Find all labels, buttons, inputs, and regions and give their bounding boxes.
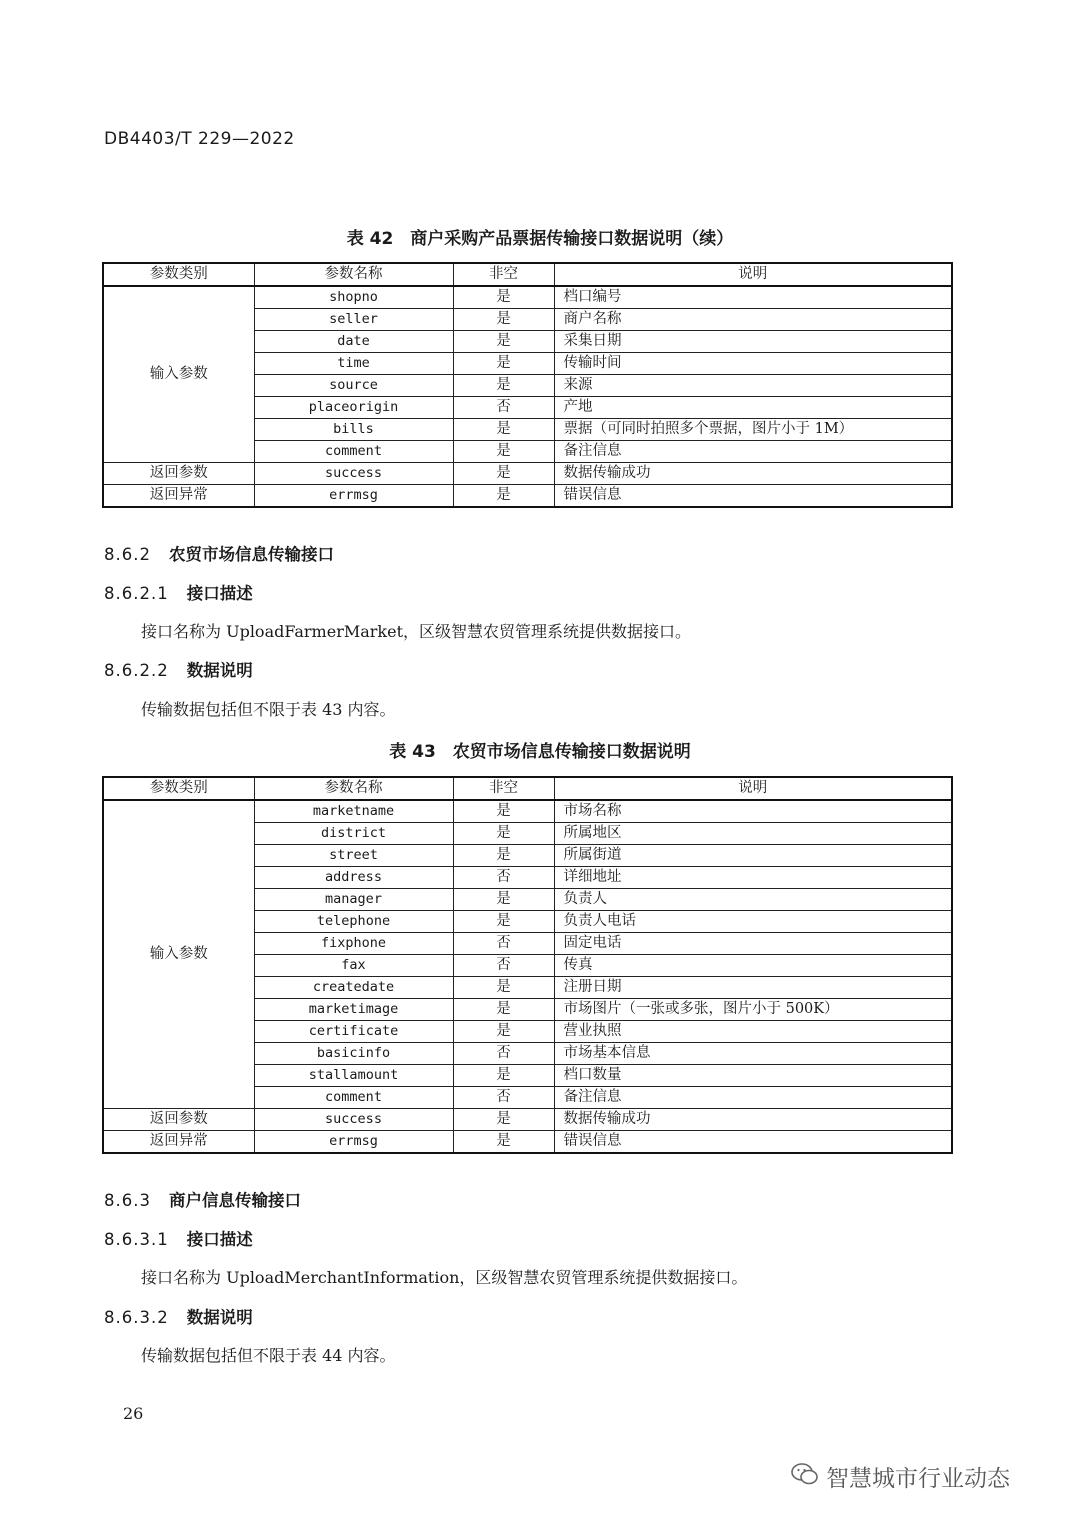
param-name-cell: comment (254, 441, 453, 463)
table-header-row (103, 777, 952, 800)
required-cell: 否 (453, 867, 554, 889)
page-number: 26 (123, 1404, 144, 1423)
column-header-description: 说明 (554, 777, 952, 800)
description-cell: 备注信息 (554, 441, 952, 463)
description-cell: 产地 (554, 397, 952, 419)
description-cell: 传输时间 (554, 353, 952, 375)
description-cell: 市场基本信息 (554, 1043, 952, 1065)
watermark-text: 智慧城市行业动态 (826, 1466, 1010, 1492)
param-name-cell: success (254, 1109, 453, 1131)
param-name-cell: address (254, 867, 453, 889)
section-heading-8-6-2: 8.6.2 农贸市场信息传输接口 (104, 545, 334, 564)
category-cell: 返回参数 (103, 1109, 254, 1131)
description-cell: 市场名称 (554, 800, 952, 823)
required-cell: 是 (453, 353, 554, 375)
required-cell: 否 (453, 1043, 554, 1065)
required-cell: 是 (453, 1065, 554, 1087)
required-cell: 是 (453, 911, 554, 933)
description-cell: 采集日期 (554, 331, 952, 353)
description-cell: 数据传输成功 (554, 1109, 952, 1131)
table-row (103, 1131, 952, 1154)
table-43-caption: 表 43 农贸市场信息传输接口数据说明 (389, 742, 691, 762)
param-name-cell: basicinfo (254, 1043, 453, 1065)
required-cell: 是 (453, 1021, 554, 1043)
table-row (103, 1109, 952, 1131)
required-cell: 是 (453, 331, 554, 353)
param-name-cell: street (254, 845, 453, 867)
param-name-cell: marketimage (254, 999, 453, 1021)
table-row (103, 463, 952, 485)
description-cell: 固定电话 (554, 933, 952, 955)
column-header-category: 参数类别 (103, 263, 254, 286)
category-cell: 返回参数 (103, 463, 254, 485)
description-cell: 备注信息 (554, 1087, 952, 1109)
required-cell: 是 (453, 1109, 554, 1131)
category-cell: 返回异常 (103, 485, 254, 508)
description-cell: 数据传输成功 (554, 463, 952, 485)
table-row (103, 800, 952, 823)
required-cell: 是 (453, 419, 554, 441)
required-cell: 否 (453, 933, 554, 955)
table-42 (102, 262, 953, 508)
description-cell: 营业执照 (554, 1021, 952, 1043)
required-cell: 是 (453, 800, 554, 823)
param-name-cell: manager (254, 889, 453, 911)
param-name-cell: date (254, 331, 453, 353)
column-header-description: 说明 (554, 263, 952, 286)
param-name-cell: shopno (254, 286, 453, 309)
paragraph-data-scope: 传输数据包括但不限于表 44 内容。 (141, 1346, 396, 1365)
param-name-cell: createdate (254, 977, 453, 999)
description-cell: 商户名称 (554, 309, 952, 331)
param-name-cell: telephone (254, 911, 453, 933)
description-cell: 负责人 (554, 889, 952, 911)
section-heading-8-6-2-1: 8.6.2.1 接口描述 (104, 584, 253, 603)
description-cell: 错误信息 (554, 1131, 952, 1154)
param-name-cell: source (254, 375, 453, 397)
table-row (103, 286, 952, 309)
param-name-cell: errmsg (254, 485, 453, 508)
table-row (103, 485, 952, 508)
param-name-cell: errmsg (254, 1131, 453, 1154)
table-43 (102, 776, 953, 1154)
required-cell: 是 (453, 889, 554, 911)
required-cell: 是 (453, 375, 554, 397)
required-cell: 是 (453, 441, 554, 463)
description-cell: 档口数量 (554, 1065, 952, 1087)
param-name-cell: certificate (254, 1021, 453, 1043)
table-42-caption: 表 42 商户采购产品票据传输接口数据说明（续） (346, 229, 734, 249)
required-cell: 是 (453, 823, 554, 845)
description-cell: 来源 (554, 375, 952, 397)
column-header-category: 参数类别 (103, 777, 254, 800)
required-cell: 否 (453, 955, 554, 977)
param-name-cell: fixphone (254, 933, 453, 955)
param-name-cell: success (254, 463, 453, 485)
description-cell: 票据（可同时拍照多个票据，图片小于 1M） (554, 419, 952, 441)
description-cell: 档口编号 (554, 286, 952, 309)
paragraph-interface-name: 接口名称为 UploadMerchantInformation，区级智慧农贸管理系统提供数据接口。 (141, 1268, 748, 1287)
required-cell: 否 (453, 1087, 554, 1109)
wechat-icon (790, 1461, 820, 1493)
section-heading-8-6-3-1: 8.6.3.1 接口描述 (104, 1230, 253, 1249)
column-header-name: 参数名称 (254, 263, 453, 286)
column-header-required: 非空 (453, 263, 554, 286)
required-cell: 否 (453, 397, 554, 419)
param-name-cell: placeorigin (254, 397, 453, 419)
param-name-cell: district (254, 823, 453, 845)
section-heading-8-6-3-2: 8.6.3.2 数据说明 (104, 1308, 253, 1327)
param-name-cell: bills (254, 419, 453, 441)
watermark (790, 1460, 1010, 1493)
param-name-cell: fax (254, 955, 453, 977)
column-header-name: 参数名称 (254, 777, 453, 800)
paragraph-interface-name: 接口名称为 UploadFarmerMarket，区级智慧农贸管理系统提供数据接口。 (141, 622, 692, 641)
table-header-row (103, 263, 952, 286)
required-cell: 是 (453, 999, 554, 1021)
category-cell: 输入参数 (103, 286, 254, 463)
description-cell: 市场图片（一张或多张，图片小于 500K） (554, 999, 952, 1021)
required-cell: 是 (453, 485, 554, 508)
category-cell: 输入参数 (103, 800, 254, 1109)
category-cell: 返回异常 (103, 1131, 254, 1154)
param-name-cell: time (254, 353, 453, 375)
required-cell: 是 (453, 845, 554, 867)
required-cell: 是 (453, 463, 554, 485)
required-cell: 是 (453, 309, 554, 331)
section-heading-8-6-3: 8.6.3 商户信息传输接口 (104, 1191, 301, 1210)
required-cell: 是 (453, 1131, 554, 1154)
description-cell: 错误信息 (554, 485, 952, 508)
param-name-cell: marketname (254, 800, 453, 823)
param-name-cell: stallamount (254, 1065, 453, 1087)
param-name-cell: seller (254, 309, 453, 331)
description-cell: 传真 (554, 955, 952, 977)
document-id: DB4403/T 229—2022 (104, 129, 295, 149)
description-cell: 负责人电话 (554, 911, 952, 933)
description-cell: 注册日期 (554, 977, 952, 999)
paragraph-data-scope: 传输数据包括但不限于表 43 内容。 (141, 700, 396, 719)
column-header-required: 非空 (453, 777, 554, 800)
param-name-cell: comment (254, 1087, 453, 1109)
required-cell: 是 (453, 286, 554, 309)
section-heading-8-6-2-2: 8.6.2.2 数据说明 (104, 661, 253, 680)
required-cell: 是 (453, 977, 554, 999)
description-cell: 详细地址 (554, 867, 952, 889)
description-cell: 所属街道 (554, 845, 952, 867)
description-cell: 所属地区 (554, 823, 952, 845)
